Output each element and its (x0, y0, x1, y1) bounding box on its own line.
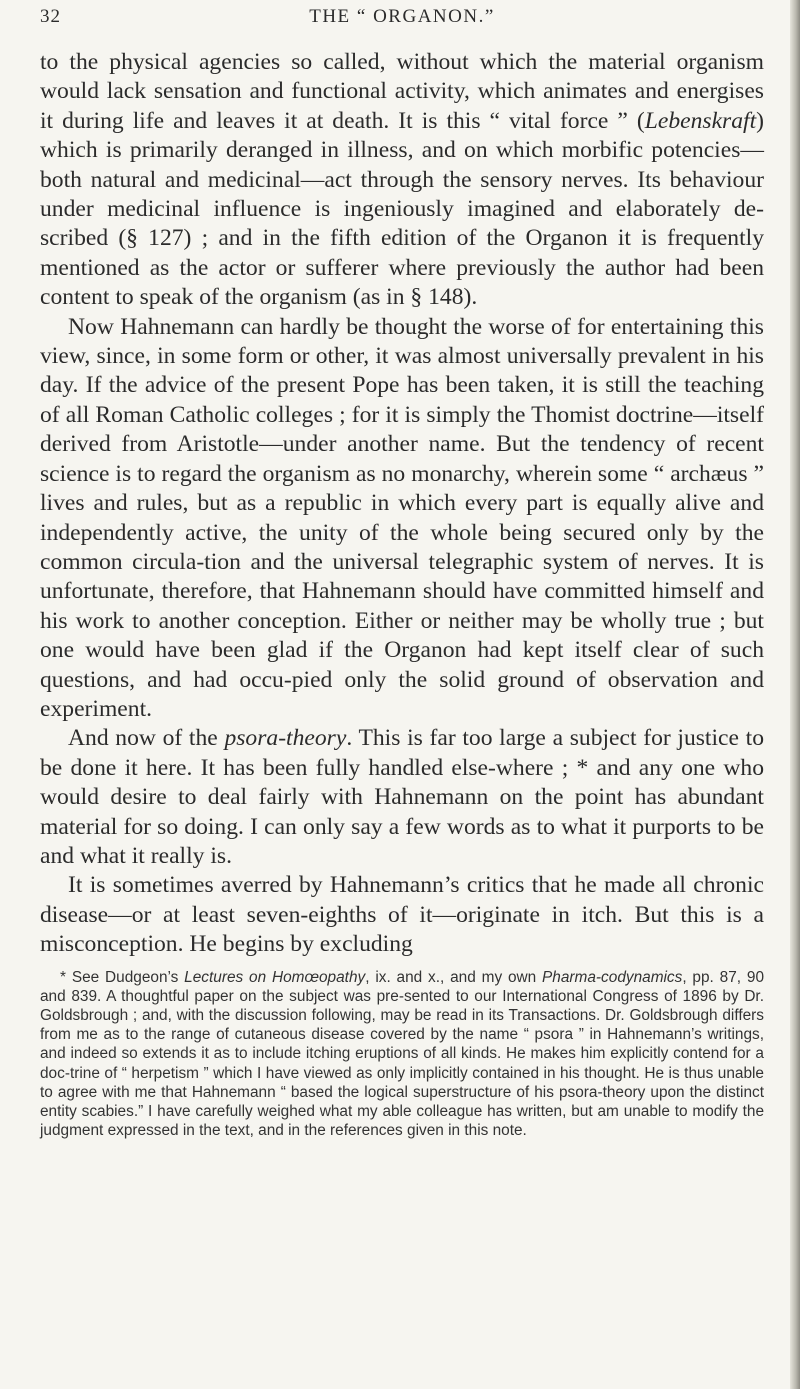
footnote-part: , ix. and x., and my own (365, 968, 543, 986)
running-head (40, 4, 764, 36)
footnote-title-lectures: Lectures on Homœopathy (184, 968, 366, 986)
footnote-part: * See Dudgeon’s (60, 968, 185, 986)
paragraph-text: to the physical agencies so called, without which the material organism would lack sensation and functional activity, which animates and energises it during life and leaves it at death. It is this “ vital force ” ( (40, 49, 764, 134)
paragraph-text: . This is far too large a subject for justice to be done it here. It has been fully handled else-where ; * and any one who would desire to deal fairly with Hahnemann on the point has abundant material for so doing. I can only say a few words as to what it purports to be and what it really is. (40, 725, 765, 869)
footnote-part: , pp. 87, 90 and 839. A thoughtful paper on the subject was pre-sented to our International Congress of 1896 by Dr. Goldsbrough ; and, with the discussion following, may be read in its Transactions. Dr. Goldsbrough differs from me as to the range of cutaneous disease covered by the name “ psora ” in Hahnemann’s writings, and indeed so extends it as to include itching eruptions of all kinds. He makes him explicitly contend for a doc-trine of “ herpetism ” which I have viewed as only implicitly contained in his thought. He is thus unable to agree with me that Hahnemann “ based the logical superstructure of his psora-theory upon the distinct entity scabies.” I have carefully weighed what my able colleague has written, but am unable to modify the judgment expressed in the text, and in the references given in this note. (40, 968, 765, 1140)
running-title: THE “ ORGANON.” (309, 6, 495, 27)
paragraph-chronic-disease: It is sometimes averred by Hahnemann’s critics that he made all chronic disease—or at least seven-eighths of it—originate in itch. But this is a misconception. He begins by excluding (40, 872, 764, 958)
body-text (40, 48, 764, 960)
footnote (40, 968, 764, 1141)
paragraph-text: And now of the (68, 725, 225, 752)
paragraph-text: ) which is primarily deranged in illness, and on which morbific potencies—both natural and medicinal—act through the sensory nerves. Its behaviour under medicinal influence is ingeniously imagined and elaborately de-scribed (§ 127) ; and in the fifth edition of the Organon it is frequently mentioned as the actor or sufferer where previously the author had been content to speak of the organism (as in § 148). (40, 107, 764, 311)
italic-term-lebenskraft: Lebenskraft (644, 107, 757, 134)
page-number: 32 (40, 6, 61, 27)
scan-page-edge (790, 0, 800, 1389)
italic-term-psora-theory: psora-theory (224, 725, 347, 752)
footnote-title-pharmacodynamics: Pharma-codynamics (542, 968, 683, 986)
book-page (40, 4, 764, 1140)
paragraph-hahnemann-view: Now Hahnemann can hardly be thought the worse of for entertaining this view, since, in some form or other, it was almost universally prevalent in his day. If the advice of the present Pope has been taken, it is still the teaching of all Roman Catholic colleges ; for it is simply the Thomist doctrine—itself derived from Aristotle—under another name. But the tendency of recent science is to regard the organism as no monarchy, wherein some “ archæus ” lives and rules, but as a republic in which every part is equally alive and independently active, the unity of the whole being secured only by the common circula-tion and the universal telegraphic system of nerves. It is unfortunate, therefore, that Hahnemann should have committed himself and his work to another conception. Either or neither may be wholly true ; but one would have been glad if the Organon had kept itself clear of such questions, and had occu-pied only the solid ground of observation and experiment. (40, 313, 764, 722)
footnote-text (40, 968, 764, 1141)
paragraph-vital-force (40, 48, 764, 313)
paragraph-psora-theory (40, 724, 764, 871)
